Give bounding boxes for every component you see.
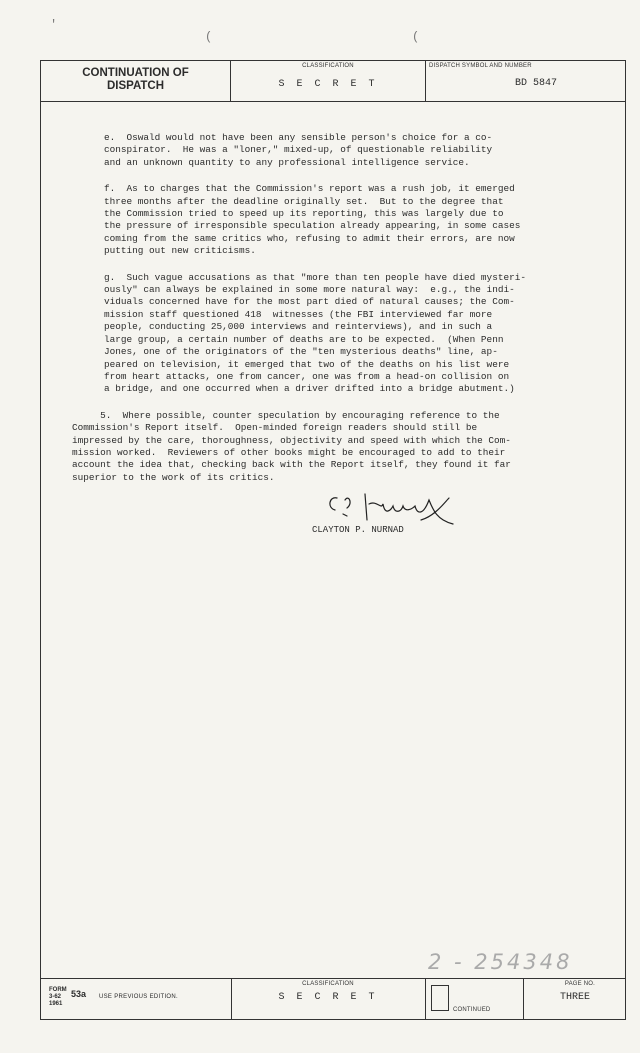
classification-value: S E C R E T — [278, 79, 378, 90]
paragraph-e: e. Oswald would not have been any sensible person's choice for a co- conspirator. He was a "loner," mixed-up, of questionable reliability and an unknown quantity to any professional intelligence service. — [104, 132, 493, 168]
form-footer — [41, 978, 625, 1019]
classification-caption: CLASSIFICATION — [302, 63, 354, 69]
header-classification-cell — [231, 61, 426, 101]
dispatch-number: BD 5847 — [515, 78, 558, 89]
page-number: THREE — [559, 992, 590, 1003]
form-title: CONTINUATION OF DISPATCH — [41, 61, 231, 101]
footer-classification-value: S E C R E T — [278, 992, 378, 1003]
page-mark-top-mid-1: ( — [205, 30, 213, 44]
use-previous-edition: USE PREVIOUS EDITION. — [99, 994, 178, 1000]
form-header — [41, 61, 625, 102]
continued-checkbox[interactable] — [431, 985, 449, 1011]
paragraph-g: g. Such vague accusations as that "more than ten people have died mysteri- ously" can always be explained in some more natural way: e.g., the indi- viduals concerned have for the most part died of natural causes; the Com- mission staff questioned 418 witnesses (the FBI interviewed far more people, conducting 25,000 interviews and reinterviews), and in such a large group, a certain number of deaths are to be expected. (When Penn Jones, one of the originators of the "ten mysterious deaths" line, ap- peared on television, it emerged that two of the deaths on his list were from heart attacks, one from cancer, one was from a head-on collision on a bridge, and one occurred when a driver drifted into a bridge abutment.) — [104, 271, 526, 395]
signer-name: CLAYTON P. NURNAD — [312, 525, 404, 535]
continued-cell — [425, 979, 524, 1019]
paragraph-f: f. As to charges that the Commission's report was a rush job, it emerged three months after the deadline originally set. But to the degree that the Commission tried to speed up its reporting, this was largely due to the pressure of irresponsible speculation already appearing, in some cases coming from the same critics who, refusing to admit their errors, are now putting out new criticisms. — [104, 183, 521, 257]
form-number-cell — [41, 979, 232, 1019]
page-number-cell — [523, 979, 627, 1019]
handwritten-signature — [325, 490, 465, 530]
symbol-caption: DISPATCH SYMBOL AND NUMBER — [429, 63, 532, 69]
page-caption: PAGE NO. — [564, 981, 595, 987]
continued-caption: CONTINUED — [453, 1007, 491, 1013]
footer-classification-cell — [231, 979, 426, 1019]
footer-classification-caption: CLASSIFICATION — [302, 981, 354, 987]
page-mark-top-left: ' — [50, 18, 58, 32]
handwritten-document-number: 2 - 254348 — [428, 950, 573, 974]
header-symbol-cell — [425, 61, 627, 101]
paragraph-5: 5. Where possible, counter speculation by encouraging reference to the Commission's Report itself. Open-minded foreign readers should still be impressed by the care, thoroughness, objectivity and speed with which the Com- mission worked. Reviewers of other books might be encouraged to add to their account the idea that, checking back with the Report itself, they found it far superior to the work of its critics. — [72, 409, 511, 483]
form-number: 53a — [71, 989, 87, 999]
page-mark-top-mid-2: ( — [412, 30, 420, 44]
dispatch-body — [62, 132, 582, 498]
form-label: FORM 3-62 1961 — [49, 987, 67, 1007]
